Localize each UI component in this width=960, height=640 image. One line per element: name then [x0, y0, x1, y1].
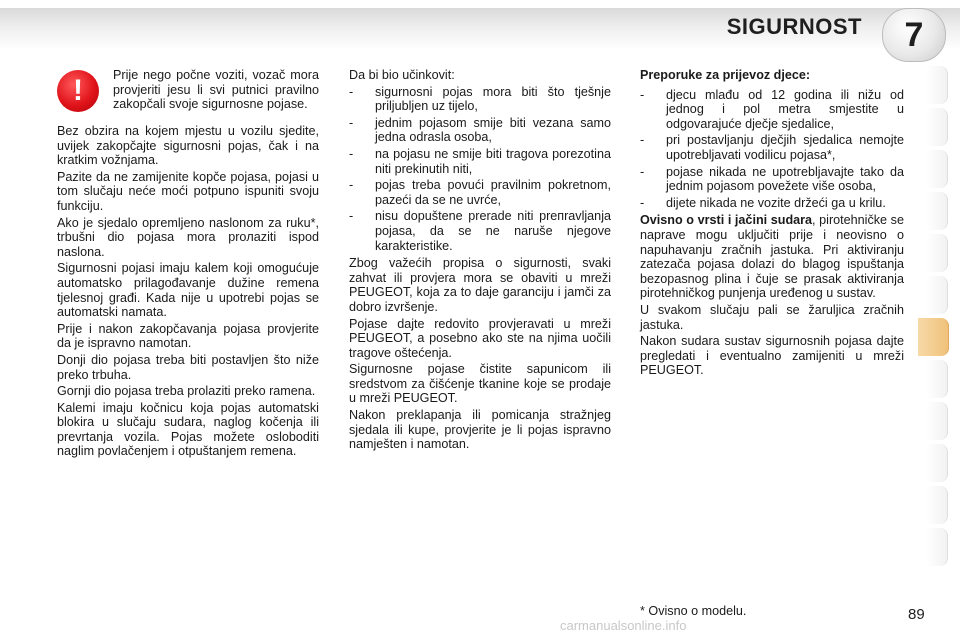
paragraph: Pazite da ne zamijenite kopče pojasa, pojasi u tom slučaju neće moći potpuno ispuniti svoju funkciju. — [57, 169, 319, 213]
chapter-number: 7 — [904, 15, 924, 54]
warning-icon: ! — [57, 70, 99, 112]
intro-text: Da bi bio učinkovit: — [349, 68, 455, 82]
chapter-tab-active[interactable] — [918, 318, 949, 356]
list-item: - pojas treba povući pravilnim pokretnom, pazeći da se ne uvrće, — [349, 178, 611, 207]
children-list — [640, 88, 904, 211]
chapter-tab[interactable] — [926, 192, 948, 230]
list-item: - nisu dopuštene prerade niti preпravljanja pojasa, da se ne naruše njegove karakteristike. — [349, 209, 611, 253]
column-middle — [349, 68, 611, 454]
paragraph-rest: , pirotehničke se naprave mogu uključiti prije i neovisno o napuhavanju zračnih jastuka. Pri aktiviranju zatezača pojasa dolazi do blagog ispuštanja bezopasnog plina i čuje se prasak aktiviranja pirotehničkog punjenja uređenog u sustav. — [640, 213, 904, 301]
paragraph-pretensioner — [640, 213, 904, 301]
chapter-tab[interactable] — [926, 276, 948, 314]
watermark: carmanualsonline.info — [560, 618, 687, 633]
paragraph: Nakon preklapanja ili pomicanja stražnjeg sjedala ili kupe, provjerite je li pojas ispravno namješten i namotan. — [349, 408, 611, 452]
list-item: - sigurnosni pojas mora biti što tješnje priljubljen uz tijelo, — [349, 85, 611, 114]
list-item: - pri postavljanju dječjih sjedalica nemojte upotrebljavati vodilicu pojasa*, — [640, 133, 904, 162]
paragraph: Bez obzira na kojem mjestu u vozilu sjedite, uvijek zakopčajte sigurnosni pojas, čak i na kratkim vožnjama. — [57, 124, 319, 168]
section-heading: Preporuke za prijevoz djece: — [640, 68, 811, 82]
list-item: - na pojasu ne smije biti tragova porezotina niti prekinutih niti, — [349, 147, 611, 176]
paragraph: Prije i nakon zakopčavanja pojasa provjerite da je ispravno namotan. — [57, 321, 319, 351]
bold-lead: Ovisno o vrsti i jačini sudara — [640, 213, 813, 228]
chapter-tab[interactable] — [926, 360, 948, 398]
paragraph: Sigurnosne pojase čistite sapunicom ili sredstvom za čišćenje tkanine koje se prodaje u mreži PEUGEOT. — [349, 362, 611, 406]
list-item: - pojase nikada ne upotrebljavajte tako da jednim pojasom povežete više osoba, — [640, 165, 904, 194]
page-number: 89 — [908, 606, 925, 623]
chapter-tab[interactable] — [926, 486, 948, 524]
paragraph: Donji dio pojasa treba biti postavljen što niže preko trbuha. — [57, 352, 319, 382]
chapter-tab[interactable] — [926, 66, 948, 104]
footnote: * Ovisno o modelu. — [640, 604, 747, 618]
paragraph: Pojase dajte redovito provjeravati u mreži PEUGEOT, a posebno ako ste na njima uočili tragove oštećenja. — [349, 316, 611, 360]
paragraph: Zbog važećih propisa o sigurnosti, svaki zahvat ili provjera mora se obaviti u mreži PEUGEOT, koja za to daje garanciju i jamči za dobro izvršenje. — [349, 256, 611, 314]
chapter-tab[interactable] — [926, 150, 948, 188]
list-item: - djecu mlađu od 12 godina ili nižu od jednog i pol metra smjestite u odgovarajuće dječje sjedalice, — [640, 88, 904, 132]
chapter-tab[interactable] — [926, 528, 948, 566]
page-title: SIGURNOST — [726, 14, 862, 39]
paragraph: Kalemi imaju kočnicu koja pojas automatski blokira u slučaju sudara, naglog kočenja ili prevrtanja vozila. Pojas možete osloboditi naglim povlačenjem i otpuštanjem remena. — [57, 400, 319, 459]
paragraph: U svakom slučaju pali se žaruljica zračnih jastuka. — [640, 302, 904, 332]
list-item: - dijete nikada ne vozite držeći ga u krilu. — [640, 196, 904, 211]
paragraph: Nakon sudara sustav sigurnosnih pojasa dajte pregledati i eventualno zamijeniti u mreži PEUGEOT. — [640, 334, 904, 378]
column-left — [57, 68, 319, 461]
paragraph: Sigurnosni pojasi imaju kalem koji omogućuje automatsko prilagođavanje dužine remena tjelesnoj građi. Kada nije u upotrebi pojas se automatski namata. — [57, 261, 319, 320]
chapter-tab[interactable] — [926, 402, 948, 440]
warning-text: Prije nego počne voziti, vozač mora provjeriti jesu li svi putnici pravilno zakopčali svoje sigurnosne pojase. — [113, 68, 319, 112]
chapter-tab[interactable] — [926, 444, 948, 482]
requirements-list — [349, 85, 611, 254]
chapter-tab[interactable] — [926, 108, 948, 146]
chapter-tabs — [926, 66, 948, 576]
paragraph: Ako je sjedalo opremljeno naslonom za ruku*, trbušni dio pojasa mora proлaziti ispod naslona. — [57, 215, 319, 259]
list-item: - jednim pojasom smije biti vezana samo jedna odrasla osoba, — [349, 116, 611, 145]
warning-block — [57, 68, 319, 124]
chapter-badge — [882, 8, 946, 62]
chapter-tab[interactable] — [926, 234, 948, 272]
paragraph: Gornji dio pojasa treba prolaziti preko ramena. — [57, 384, 316, 399]
column-right — [640, 68, 904, 380]
